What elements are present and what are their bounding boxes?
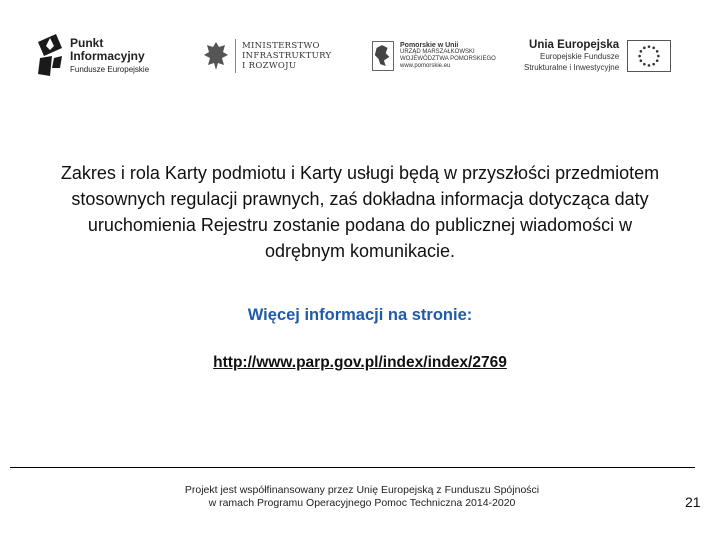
footer-line2: w ramach Programu Operacyjnego Pomoc Techniczna 2014-2020 bbox=[208, 497, 516, 509]
logo-separator bbox=[235, 39, 236, 73]
unia-line1: Unia Europejska bbox=[529, 38, 620, 51]
parp-link[interactable]: http://www.parp.gov.pl/index/index/2769 bbox=[213, 354, 507, 371]
unia-europejska-logo bbox=[524, 28, 671, 84]
punkt-informacyjny-mark-icon bbox=[36, 34, 64, 78]
logo-bar bbox=[0, 28, 720, 84]
punkt-informacyjny-logo bbox=[36, 28, 149, 84]
footer-divider bbox=[10, 467, 695, 468]
pomorskie-line1: Pomorskie w Unii bbox=[400, 42, 459, 49]
pomorskie-line2: URZĄD MARSZAŁKOWSKI bbox=[400, 49, 475, 55]
pomorskie-logo bbox=[372, 28, 496, 84]
pomorskie-line4: www.pomorskie.eu bbox=[400, 63, 451, 69]
ministerstwo-line2: INFRASTRUKTURY bbox=[242, 51, 332, 61]
ministerstwo-line1: MINISTERSTWO bbox=[242, 41, 320, 51]
punkt-logo-line2: Informacyjny bbox=[70, 48, 145, 63]
page-number: 21 bbox=[685, 494, 701, 510]
ministerstwo-logo bbox=[203, 28, 331, 84]
footer-text bbox=[150, 484, 574, 510]
footer-line1: Projekt jest współfinansowany przez Unię Europejską z Funduszu Spójności bbox=[184, 484, 540, 496]
unia-line2: Europejskie Fundusze bbox=[540, 51, 620, 61]
pomorskie-line3: WOJEWÓDZTWA POMORSKIEGO bbox=[400, 56, 496, 62]
punkt-logo-line3: Fundusze Europejskie bbox=[70, 64, 150, 74]
ministerstwo-line3: I ROZWOJU bbox=[242, 61, 297, 71]
more-info-heading: Więcej informacji na stronie: bbox=[247, 306, 473, 324]
griffin-crest-icon bbox=[372, 41, 394, 71]
eagle-emblem-icon bbox=[203, 39, 229, 73]
main-paragraph: Zakres i rola Karty podmiotu i Karty usługi będą w przyszłości przedmiotem stosownych regulacji prawnych, zaś dokładna informacja dotycząca daty uruchomienia Rejestru zostanie podana do publicznej wiadomości w odrębnym komunikacie. bbox=[60, 163, 660, 261]
eu-flag-icon bbox=[627, 40, 671, 72]
punkt-logo-line1: Punkt bbox=[70, 35, 104, 50]
unia-line3: Strukturalne i Inwestycyjne bbox=[524, 62, 620, 72]
